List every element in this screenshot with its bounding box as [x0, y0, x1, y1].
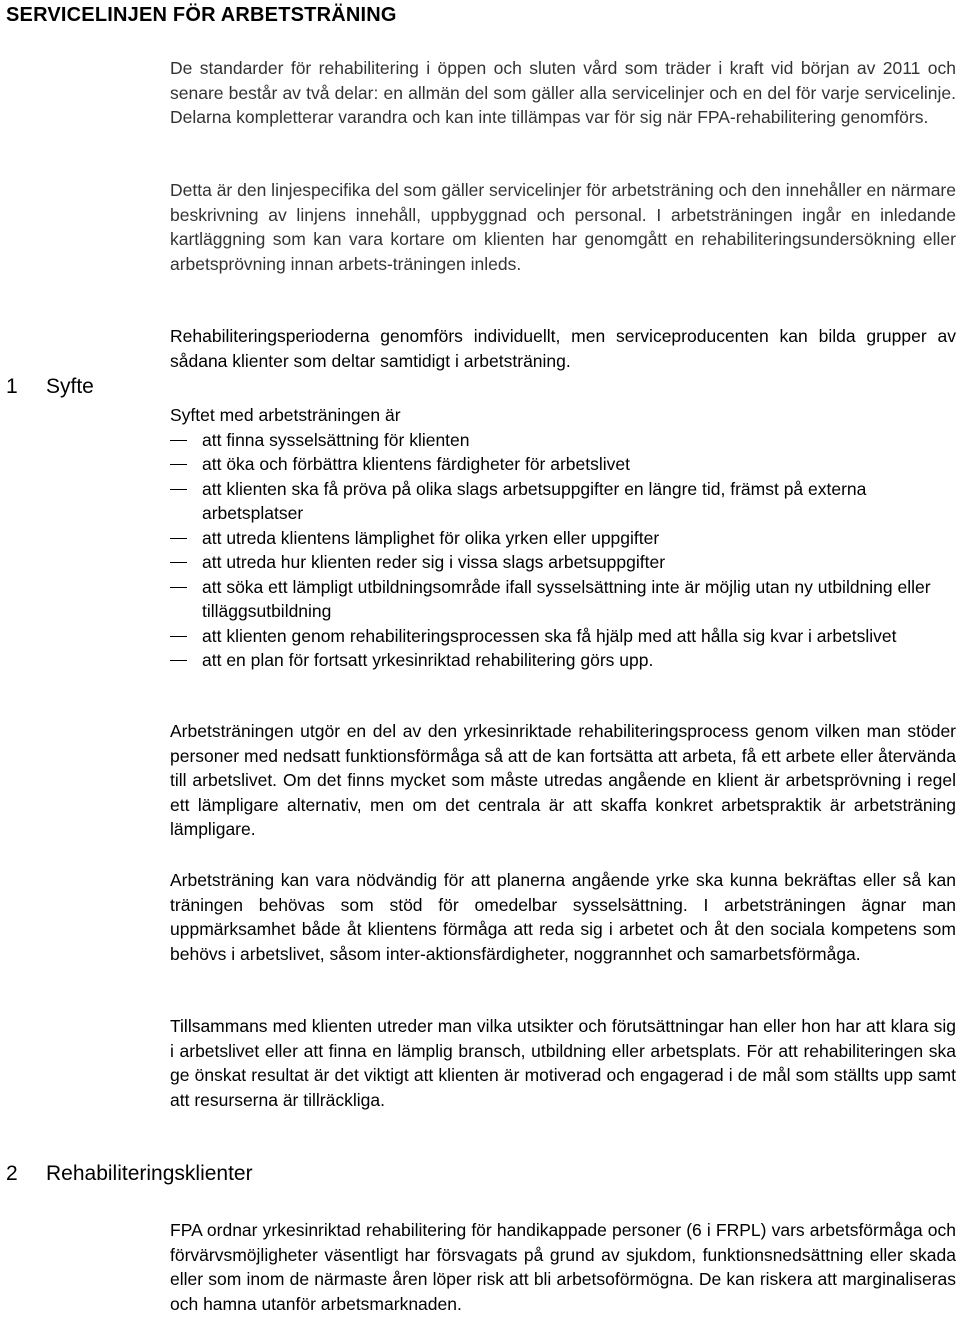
intro-paragraph: De standarder för rehabilitering i öppen och sluten vård som träder i kraft vid början av 2011 och senare består av två delar: en allmän del som gäller alla servicelinjer och en del för varje servicelinje. Delarna kompletterar varandra och kan inte tillämpas var för sig när FPA-rehabilitering genomförs. [170, 58, 956, 127]
list-item-text: att finna sysselsättning för klienten [202, 429, 470, 450]
section-title: Syfte [46, 375, 94, 398]
together-block [170, 1014, 956, 1112]
purpose-list [170, 428, 956, 673]
necessity-block [170, 868, 956, 966]
line-specific-paragraph: Detta är den linjespecifika del som gäller servicelinjer för arbetsträning och den innehåller en närmare beskrivning av linjens innehåll, uppbyggnad och personal. I arbetsträningen ingår en inledande kartläggning som kan vara kortare om klienten har genomgått en rehabiliteringsundersökning eller arbetsprövning innan arbets-träningen inleds. [170, 180, 956, 274]
dash-icon [170, 660, 187, 661]
group-paragraph: Rehabiliteringsperioderna genomförs individuellt, men serviceproducenten kan bilda grupper av sådana klienter som deltar samtidigt i arbetsträning. [170, 326, 956, 371]
clients-block [170, 1218, 956, 1316]
dash-icon [170, 587, 187, 588]
list-item [170, 428, 956, 453]
section-heading-syfte [6, 375, 94, 399]
list-item-text: att utreda klientens lämplighet för olika yrken eller uppgifter [202, 527, 660, 548]
dash-icon [170, 538, 187, 539]
list-item-text: att utreda hur klienten reder sig i vissa slags arbetsuppgifter [202, 552, 666, 572]
list-item-text: att klienten ska få pröva på olika slags arbetsuppgifter en längre tid, främst på externa arbetsplatser [202, 478, 867, 523]
purpose-block [170, 403, 956, 673]
list-item [170, 648, 956, 673]
process-block [170, 719, 956, 842]
section-title: Rehabiliteringsklienter [46, 1162, 253, 1185]
dash-icon [170, 440, 187, 441]
section-number: 2 [6, 1162, 18, 1185]
list-item-text: att klienten genom rehabiliteringsprocessen ska få hjälp med att hålla sig kvar i arbetslivet [202, 625, 897, 646]
dash-icon [170, 489, 187, 490]
together-paragraph: Tillsammans med klienten utreder man vilka utsikter och förutsättningar han eller hon har att klara sig i arbetslivet eller att finna en lämplig bransch, utbildning eller arbetsplats. För att rehabiliteringen ska ge önskat resultat är det viktigt att klienten är motiverad och engagerad i de mål som ställts upp samt att resurserna är tillräckliga. [170, 1016, 956, 1110]
purpose-intro: Syftet med arbetsträningen är [170, 405, 401, 425]
list-item [170, 550, 956, 575]
list-item-text: att öka och förbättra klientens färdigheter för arbetslivet [202, 454, 631, 474]
dash-icon [170, 562, 187, 563]
document-title: SERVICELINJEN FÖR ARBETSTRÄNING [6, 4, 397, 26]
dash-icon [170, 636, 187, 637]
clients-paragraph: FPA ordnar yrkesinriktad rehabilitering för handikappade personer (6 i FRPL) vars arbetsförmåga och förvärvsmöjligheter väsentligt har försvagats på grund av sjukdom, funktionsnedsättning eller skada eller som inom de närmaste åren löper risk att bli arbetsoförmögna. De kan riskera att marginaliseras och hamna utanför arbetsmarknaden. [170, 1220, 956, 1314]
list-item [170, 452, 956, 477]
list-item-text: att en plan för fortsatt yrkesinriktad rehabilitering görs upp. [202, 650, 654, 670]
dash-icon [170, 464, 187, 465]
list-item-text: att söka ett lämpligt utbildningsområde ifall sysselsättning inte är möjlig utan ny utbildning eller tilläggsutbildning [202, 576, 931, 621]
list-item [170, 526, 956, 551]
intro-block [170, 56, 956, 130]
list-item [170, 477, 956, 526]
group-paragraph-block [170, 324, 956, 373]
section-heading-rehabiliteringsklienter [6, 1162, 253, 1186]
list-item [170, 575, 956, 624]
list-item [170, 624, 956, 649]
section-number: 1 [6, 375, 18, 398]
process-paragraph: Arbetsträningen utgör en del av den yrkesinriktade rehabiliteringsprocess genom vilken man stöder personer med nedsatt funktionsförmåga så att de kan fortsätta att arbeta, få ett arbete eller återvända till arbetslivet. Om det finns mycket som måste utredas angående en klient är arbetsprövning i regel ett lämpligare alternativ, men om det centrala är att skaffa konkret arbetspraktik är arbetsträning lämpligare. [170, 721, 956, 839]
line-specific-block [170, 178, 956, 276]
necessity-paragraph: Arbetsträning kan vara nödvändig för att planerna angående yrke ska kunna bekräftas eller så kan träningen behövas som stöd för omedelbar sysselsättning. I arbetsträningen ägnar man uppmärksamhet både åt klientens förmåga att reda sig i arbetet och åt den sociala kompetens som behövs i arbetslivet, såsom inter-aktionsfärdigheter, noggrannhet och samarbetsförmåga. [170, 870, 956, 964]
